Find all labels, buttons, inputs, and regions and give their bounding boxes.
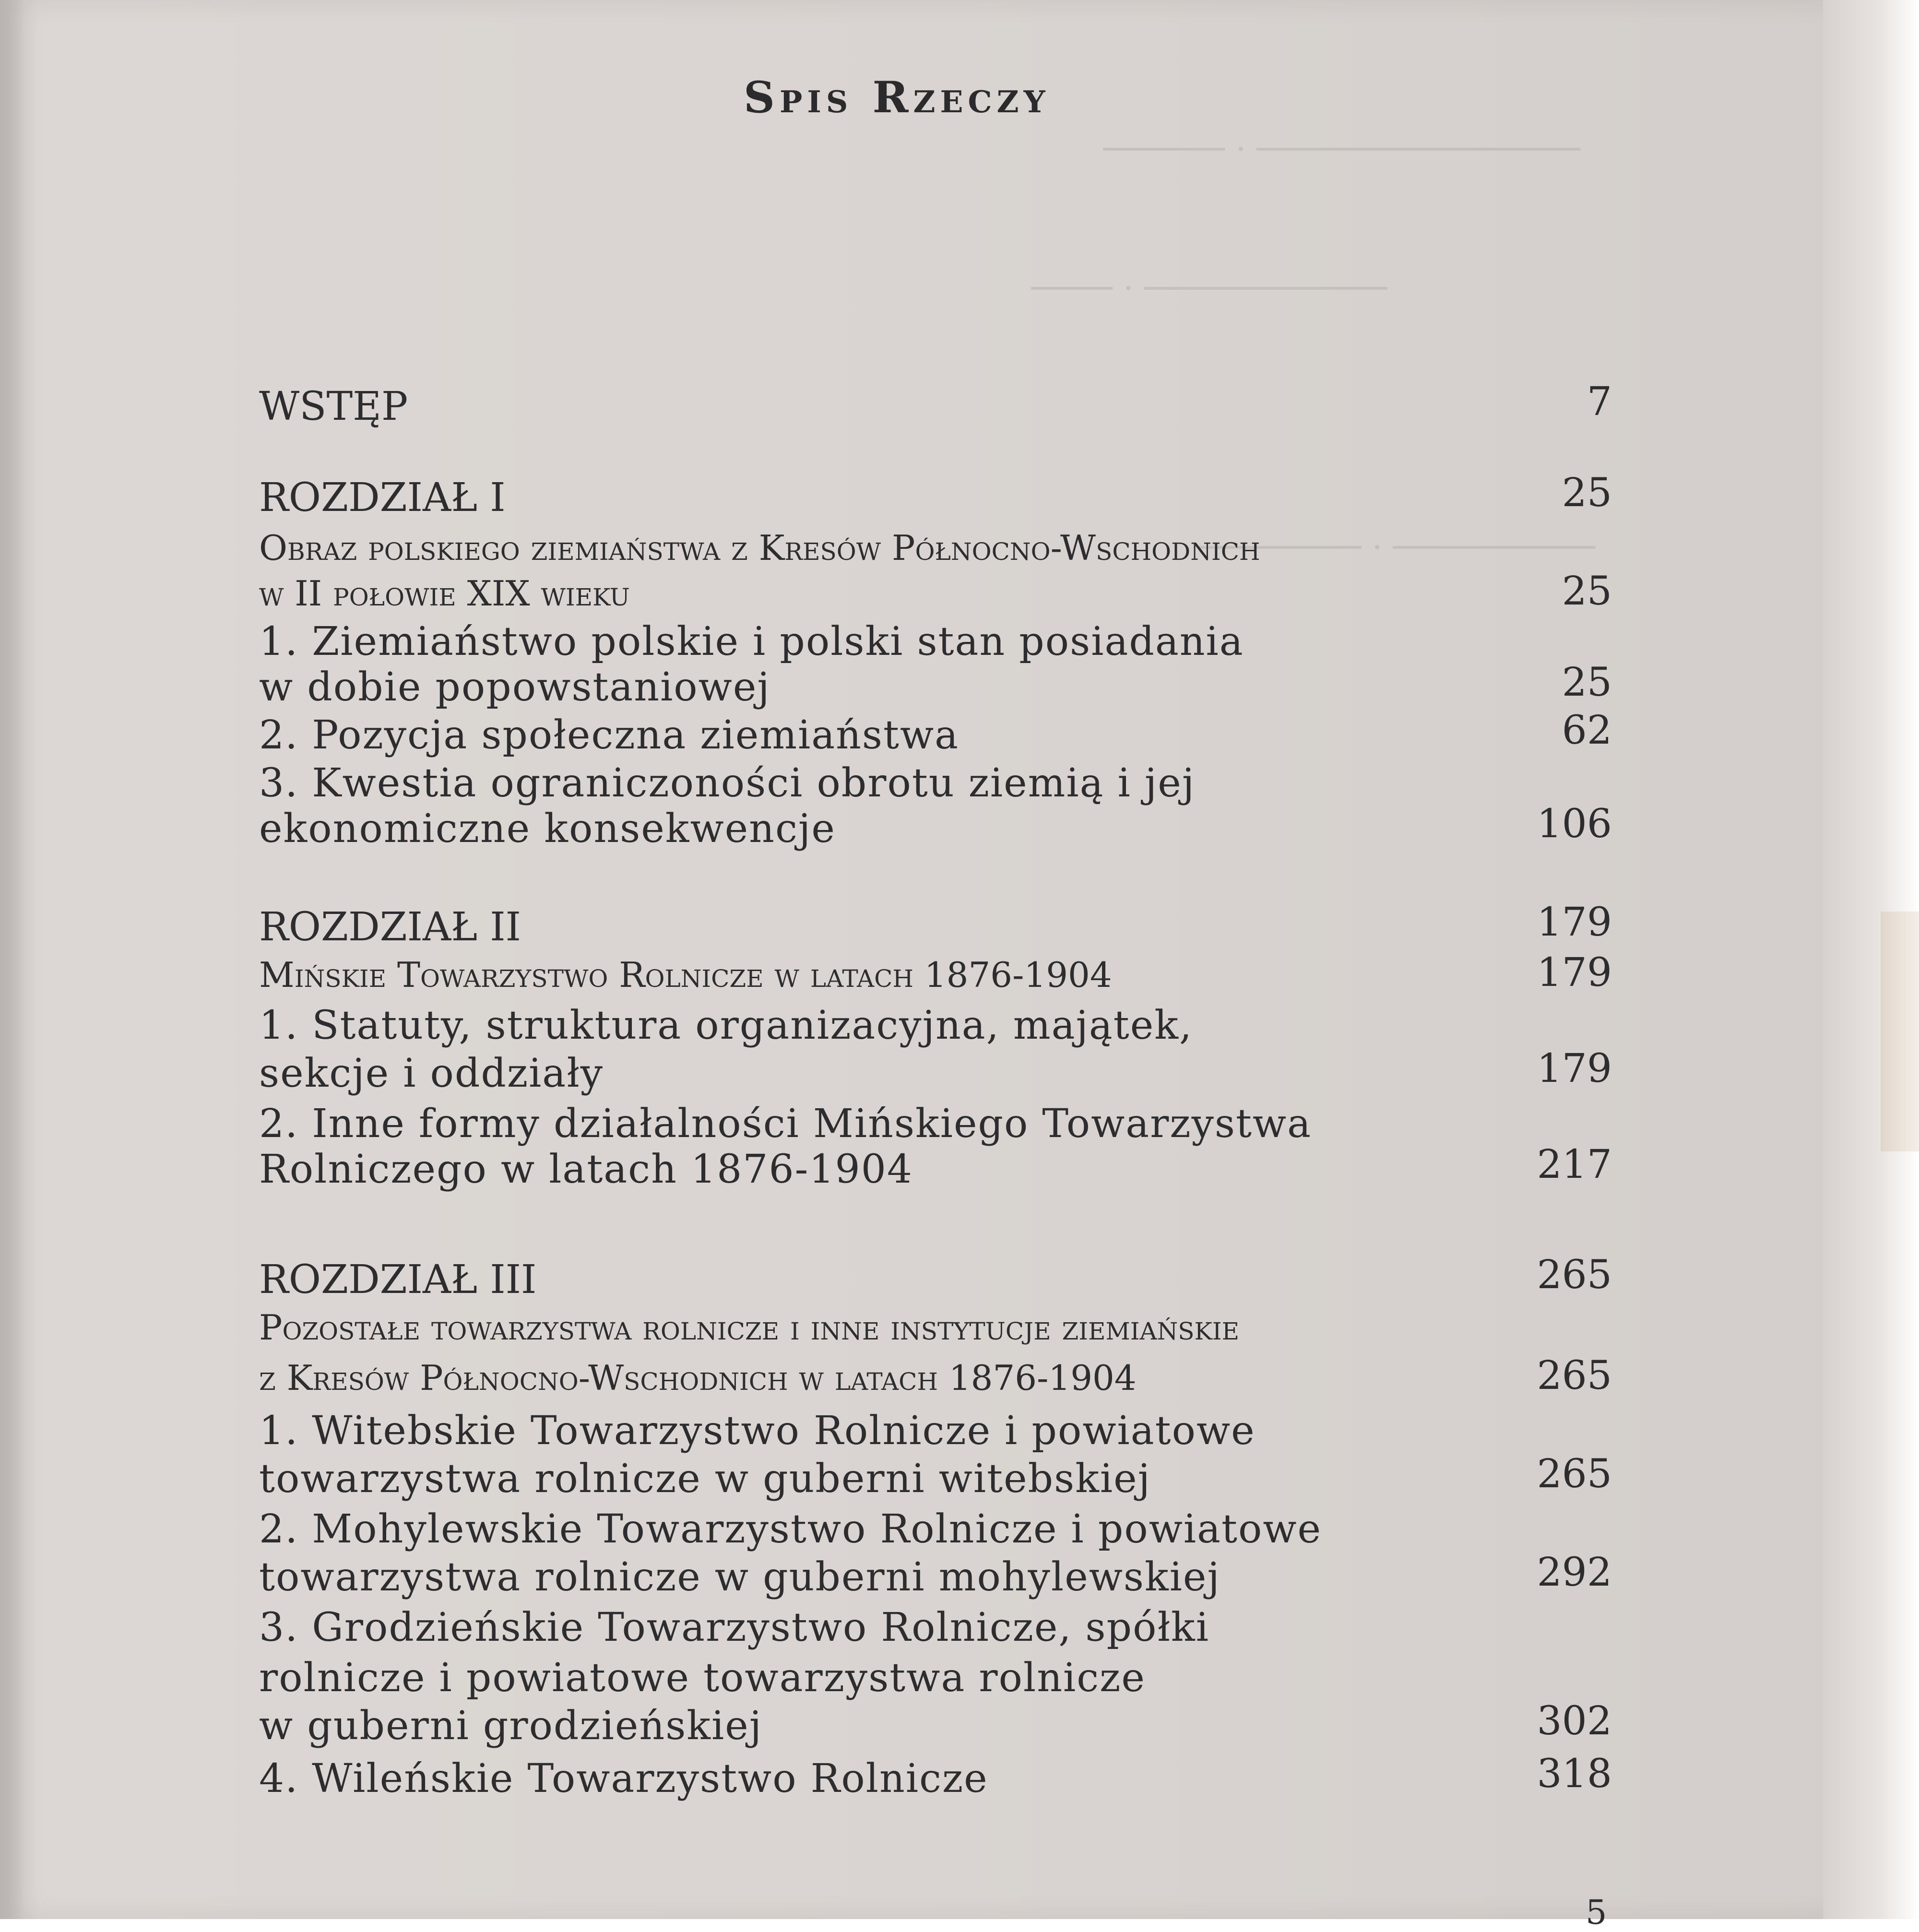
toc-page-number: 62 (1562, 708, 1612, 753)
toc-entry-text: Mińskie Towarzystwo Rolnicze w latach 1876-1904 (259, 955, 1112, 995)
toc-entry-text: w dobie popowstaniowej (259, 664, 770, 710)
toc-page-number: 106 (1537, 801, 1612, 847)
toc-entry-text: Obraz polskiego ziemiaństwa z Kresów Północno-Wschodnich (259, 528, 1260, 568)
toc-page-number: 265 (1537, 1252, 1612, 1298)
toc-entry-text: 3. Kwestia ograniczoności obrotu ziemią i jej (259, 760, 1196, 806)
toc-page-number: 179 (1537, 1046, 1612, 1091)
toc-entry-text: ekonomiczne konsekwencje (259, 806, 836, 852)
toc-page-number: 25 (1562, 569, 1612, 614)
toc-page-number: 292 (1537, 1550, 1612, 1595)
toc-entry-text: Rolniczego w latach 1876-1904 (259, 1147, 913, 1192)
toc-entry-text: w guberni grodzieńskiej (259, 1703, 763, 1749)
toc-entry-text: towarzystwa rolnicze w guberni witebskiej (259, 1456, 1151, 1502)
toc-page-number: 265 (1537, 1451, 1612, 1497)
toc-entry-text: 4. Wileńskie Towarzystwo Rolnicze (259, 1756, 988, 1802)
toc-entry-text: w II połowie XIX wieku (259, 573, 630, 614)
toc-page-number: 318 (1537, 1751, 1612, 1797)
page-title: Spis Rzeczy (744, 72, 1050, 123)
toc-entry-text: ROZDZIAŁ III (259, 1257, 537, 1303)
spine-shadow (0, 0, 24, 1919)
toc-entry-text: 1. Ziemiaństwo polskie i polski stan posiadania (259, 619, 1244, 664)
toc-entry-text: z Kresów Północno-Wschodnich w latach 1876-1904 (259, 1358, 1137, 1398)
page-edge (1823, 0, 1919, 1919)
toc-entry-text: towarzystwa rolnicze w guberni mohylewskiej (259, 1554, 1220, 1600)
toc-entry-text: 1. Statuty, struktura organizacyjna, majątek, (259, 1003, 1193, 1048)
toc-entry-text: rolnicze i powiatowe towarzystwa rolnicze (259, 1655, 1146, 1701)
toc-entry-text: sekcje i oddziały (259, 1051, 604, 1096)
toc-entry-text: 2. Inne formy działalności Mińskiego Towarzystwa (259, 1101, 1312, 1147)
toc-page-number: 302 (1537, 1698, 1612, 1744)
toc-page-number: 7 (1587, 379, 1612, 425)
toc-entry-text: ROZDZIAŁ II (259, 904, 521, 950)
toc-entry-text: ROZDZIAŁ I (259, 475, 506, 521)
toc-entry-text: Pozostałe towarzystwa rolnicze i inne instytucje ziemiańskie (259, 1307, 1240, 1348)
toc-entry-text: WSTĘP (259, 384, 408, 429)
toc-page-number: 25 (1562, 470, 1612, 516)
toc-page-number: 179 (1537, 950, 1612, 996)
toc-page-number: 265 (1537, 1353, 1612, 1399)
page-number: 5 (1586, 1893, 1607, 1932)
toc-entry-text: 2. Pozycja społeczna ziemiaństwa (259, 712, 960, 758)
toc-page-number: 217 (1537, 1142, 1612, 1187)
toc-entry-text: 3. Grodzieńskie Towarzystwo Rolnicze, spółki (259, 1605, 1209, 1650)
bleed-through: ────────── · ──────── (1199, 528, 1596, 567)
toc-page-number: 179 (1537, 900, 1612, 945)
toc-entry-text: 1. Witebskie Towarzystwo Rolnicze i powiatowe (259, 1408, 1256, 1454)
bleed-through: ──────────── · ──── (1031, 269, 1387, 308)
bleed-through: ──────────────── · ────── (1103, 130, 1580, 169)
toc-entry-text: 2. Mohylewskie Towarzystwo Rolnicze i powiatowe (259, 1506, 1322, 1552)
toc-page-number: 25 (1562, 660, 1612, 705)
